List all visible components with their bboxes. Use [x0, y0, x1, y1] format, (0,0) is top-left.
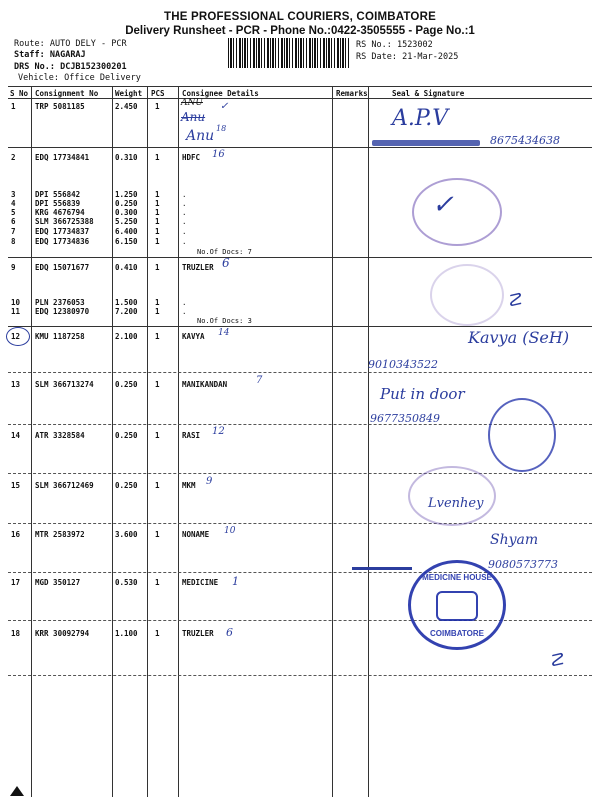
- handwritten-name: Anu: [181, 110, 206, 124]
- row-consignee: MANIKANDAN: [182, 380, 228, 389]
- row-consignee: MKM: [182, 481, 196, 490]
- row-consignment-no: MTR 2583972: [35, 530, 85, 539]
- handwritten-mark: 7: [256, 375, 263, 386]
- bank-stamp: [412, 178, 502, 246]
- handwritten-mark: ✓: [220, 101, 229, 112]
- row-separator: [8, 147, 592, 148]
- row-separator: [8, 326, 592, 327]
- row-consignee: .: [182, 208, 187, 217]
- row-consignment-no: KMU 1187258: [35, 332, 85, 341]
- row-sno: 3: [11, 190, 16, 199]
- staff-label: Staff:: [14, 50, 45, 60]
- row-weight: 0.310: [115, 153, 138, 162]
- route-label: Route:: [14, 39, 45, 49]
- handwritten-mark: 10: [224, 526, 236, 536]
- handwritten-signature: ✓: [432, 190, 454, 220]
- row-sno: 1: [11, 102, 16, 111]
- row-consignee: .: [182, 307, 187, 316]
- row-sno: 5: [11, 208, 16, 217]
- col-divider: [178, 87, 179, 797]
- seal-text-top: MEDICINE HOUSE: [422, 573, 492, 582]
- row-pcs: 1: [155, 578, 160, 587]
- row-consignment-no: SLM 366712469: [35, 481, 94, 490]
- rs-no-line: [356, 40, 433, 50]
- drs-value: DCJB152300201: [60, 62, 127, 72]
- struck-consignee: ANU: [181, 98, 203, 108]
- row-consignment-no: EDQ 17734841: [35, 153, 90, 162]
- row-consignee: HDFC: [182, 153, 201, 162]
- row-pcs: 1: [155, 208, 160, 217]
- corner-mark: [10, 786, 24, 796]
- rs-date-line: [356, 52, 458, 62]
- route-line: [14, 39, 127, 49]
- row-consignment-no: SLM 366725388: [35, 217, 94, 226]
- col-divider: [368, 87, 369, 797]
- row-separator: [8, 675, 592, 676]
- row-weight: 0.250: [115, 431, 138, 440]
- handwritten-signature: Kavya (SeH): [468, 328, 570, 347]
- row-weight: 3.600: [115, 530, 138, 539]
- row-weight: 5.250: [115, 217, 138, 226]
- handwritten-mark: 18: [216, 124, 227, 133]
- row-sno: 14: [11, 431, 21, 440]
- scribble-strike: [372, 140, 480, 146]
- handwritten-phone: 9010343522: [368, 358, 438, 371]
- row-sno: 2: [11, 153, 16, 162]
- row-pcs: 1: [155, 307, 160, 316]
- handwritten-mark: 14: [218, 328, 230, 338]
- col-header-pcs: PCS: [151, 89, 165, 98]
- handwritten-phone: 9677350849: [370, 412, 440, 425]
- row-consignment-no: DPI 556839: [35, 199, 81, 208]
- row-consignment-no: TRP 5081185: [35, 102, 85, 111]
- row-pcs: 1: [155, 481, 160, 490]
- row-pcs: 1: [155, 237, 160, 246]
- handwritten-signature: A.P.V: [392, 106, 449, 131]
- row-weight: 6.150: [115, 237, 138, 246]
- col-divider: [147, 87, 148, 797]
- staff-value: NAGARAJ: [49, 50, 86, 60]
- circle-mark: [6, 327, 30, 346]
- row-weight: 6.400: [115, 227, 138, 236]
- row-consignment-no: EDQ 15071677: [35, 263, 90, 272]
- row-consignee: .: [182, 199, 187, 208]
- row-consignee: TRUZLER: [182, 629, 214, 638]
- row-sno: 9: [11, 263, 16, 272]
- table-header-rule: [8, 98, 592, 99]
- row-sno: 13: [11, 380, 21, 389]
- row-consignment-no: EDQ 17734836: [35, 237, 90, 246]
- row-consignee: .: [182, 217, 187, 226]
- row-weight: 0.530: [115, 578, 138, 587]
- handwritten-mark: 12: [212, 426, 225, 437]
- row-separator: [8, 473, 592, 474]
- faint-stamp: [430, 264, 504, 326]
- row-separator: [8, 372, 592, 373]
- row-weight: 1.250: [115, 190, 138, 199]
- handwritten-signature: ☡: [506, 290, 523, 311]
- col-header-remarks: Remarks: [336, 89, 368, 98]
- handwritten-phone: 9080573773: [488, 558, 558, 571]
- row-weight: 0.250: [115, 481, 138, 490]
- rs-date-label: RS Date:: [356, 52, 397, 62]
- seal-emblem: [436, 591, 478, 621]
- row-pcs: 1: [155, 217, 160, 226]
- vehicle-label: Vehicle:: [18, 73, 59, 83]
- row-consignment-no: KRR 30092794: [35, 629, 90, 638]
- handwritten-mark: 1: [232, 575, 239, 588]
- row-weight: 0.250: [115, 380, 138, 389]
- handwritten-signature: ☡: [548, 650, 565, 671]
- row-consignee: .: [182, 237, 187, 246]
- company-title: THE PROFESSIONAL COURIERS, COIMBATORE: [164, 11, 436, 23]
- handwritten-signature: Lvenhey: [428, 496, 484, 511]
- row-weight: 0.300: [115, 208, 138, 217]
- row-consignment-no: EDQ 17734837: [35, 227, 90, 236]
- staff-line: [14, 50, 86, 60]
- row-separator: [8, 523, 592, 524]
- handwritten-name: Anu: [186, 128, 215, 144]
- barcode: [228, 38, 350, 68]
- row-sno: 4: [11, 199, 16, 208]
- docs-count: No.Of Docs: 7: [197, 248, 252, 256]
- row-weight: 7.200: [115, 307, 138, 316]
- row-consignee: .: [182, 298, 187, 307]
- row-consignee: RASI: [182, 431, 201, 440]
- row-consignment-no: ATR 3328584: [35, 431, 85, 440]
- col-header-consignee: Consignee Details: [182, 89, 259, 98]
- vehicle-value: Office Delivery: [64, 73, 141, 83]
- row-consignee: .: [182, 190, 187, 199]
- rs-date-value: 21-Mar-2025: [402, 52, 459, 62]
- row-consignee: MEDICINE: [182, 578, 219, 587]
- row-separator: [8, 572, 592, 573]
- row-weight: 1.100: [115, 629, 138, 638]
- row-pcs: 1: [155, 298, 160, 307]
- row-consignee: KAVYA: [182, 332, 205, 341]
- row-consignment-no: SLM 366713274: [35, 380, 94, 389]
- medicine-house-seal: [408, 560, 506, 650]
- row-pcs: 1: [155, 530, 160, 539]
- row-consignment-no: EDQ 12380970: [35, 307, 90, 316]
- col-divider: [31, 87, 32, 797]
- handwritten-note: Put in door: [380, 385, 465, 403]
- handwritten-mark: 6: [226, 626, 233, 639]
- row-consignee: NONAME: [182, 530, 210, 539]
- table-top-rule: [8, 86, 592, 87]
- row-pcs: 1: [155, 190, 160, 199]
- rs-no-value: 1523002: [396, 40, 433, 50]
- row-pcs: 1: [155, 332, 160, 341]
- row-sno: 7: [11, 227, 16, 236]
- vehicle-line: [18, 73, 141, 83]
- col-header-sno: S No: [10, 89, 29, 98]
- row-pcs: 1: [155, 263, 160, 272]
- handwritten-signature: Shyam: [490, 532, 539, 548]
- rs-no-label: RS No.:: [356, 40, 392, 50]
- row-pcs: 1: [155, 199, 160, 208]
- handwritten-mark: 16: [212, 149, 225, 160]
- row-pcs: 1: [155, 380, 160, 389]
- row-consignment-no: KRG 4676794: [35, 208, 85, 217]
- row-separator: [8, 257, 592, 258]
- col-header-consignment: Consignment No: [35, 89, 99, 98]
- row-pcs: 1: [155, 153, 160, 162]
- row-sno: 10: [11, 298, 21, 307]
- drs-line: [14, 62, 127, 72]
- row-sno: 18: [11, 629, 21, 638]
- row-sno: 11: [11, 307, 21, 316]
- row-pcs: 1: [155, 629, 160, 638]
- col-divider: [112, 87, 113, 797]
- handwritten-mark: 9: [206, 476, 213, 487]
- row-weight: 2.450: [115, 102, 138, 111]
- row-sno: 8: [11, 237, 16, 246]
- docs-count: No.Of Docs: 3: [197, 317, 252, 325]
- route-value: AUTO DELY - PCR: [49, 39, 127, 49]
- runsheet-subtitle: Delivery Runsheet - PCR - Phone No.:0422-3505555 - Page No.:1: [125, 25, 475, 37]
- handwritten-phone: 8675434638: [490, 134, 560, 147]
- row-pcs: 1: [155, 102, 160, 111]
- row-consignee: TRUZLER: [182, 263, 214, 272]
- col-divider: [332, 87, 333, 797]
- round-seal: [488, 398, 556, 472]
- row-consignment-no: MGD 350127: [35, 578, 81, 587]
- col-header-weight: Weight: [115, 89, 143, 98]
- row-weight: 1.500: [115, 298, 138, 307]
- row-sno: 12: [11, 332, 21, 341]
- row-sno: 16: [11, 530, 21, 539]
- row-consignment-no: PLN 2376053: [35, 298, 85, 307]
- row-separator: [8, 620, 592, 621]
- row-pcs: 1: [155, 227, 160, 236]
- row-weight: 2.100: [115, 332, 138, 341]
- scribble-strike: [352, 567, 412, 570]
- col-header-seal: Seal & Signature: [392, 89, 465, 98]
- handwritten-mark: 6: [222, 256, 230, 270]
- row-sno: 6: [11, 217, 16, 226]
- row-weight: 0.250: [115, 199, 138, 208]
- row-sno: 17: [11, 578, 21, 587]
- row-consignee: .: [182, 227, 187, 236]
- drs-label: DRS No.:: [14, 62, 55, 72]
- row-consignment-no: DPI 556842: [35, 190, 81, 199]
- row-pcs: 1: [155, 431, 160, 440]
- row-weight: 0.410: [115, 263, 138, 272]
- row-sno: 15: [11, 481, 21, 490]
- seal-text-bottom: COIMBATORE: [430, 629, 484, 638]
